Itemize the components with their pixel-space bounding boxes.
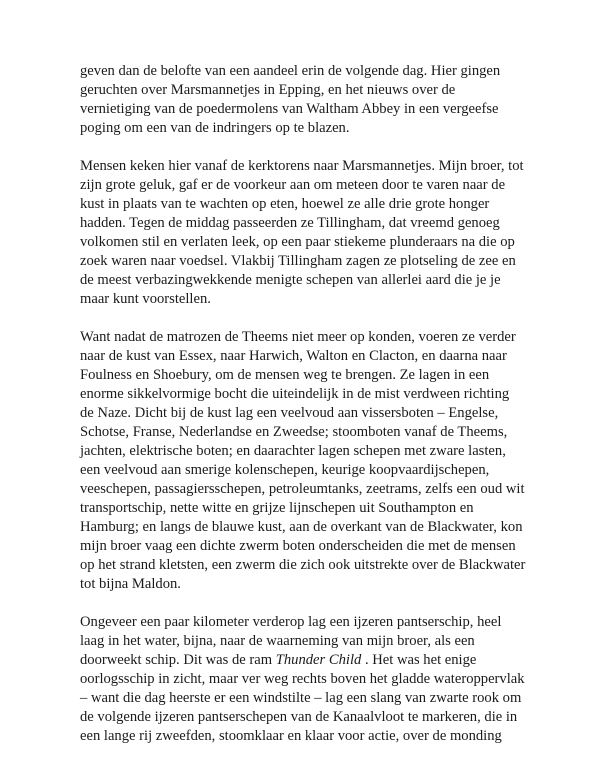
document-page — [80, 62, 542, 765]
text-line: – want die dag heerste er een windstilte – lag een slang van zwarte rook om — [80, 690, 522, 706]
text-line: veeschepen, passagiersschepen, petroleumtanks, zeetrams, zelfs een oud wit — [80, 481, 525, 497]
text-line: een veelvoud aan smerige kolenschepen, keurige koopvaardijschepen, — [80, 462, 490, 478]
text-segment: . Het was het enige — [361, 652, 477, 668]
text-line: vernietiging van de poedermolens van Waltham Abbey in een vergeefse — [80, 101, 499, 117]
text-line: jachten, elektrische boten; en daarachter lagen schepen met zware lasten, — [80, 443, 506, 459]
text-line: tot bijna Maldon. — [80, 576, 181, 592]
text-line: Ongeveer een paar kilometer verderop lag een ijzeren pantserschip, heel — [80, 614, 502, 630]
text-line: poging om een van de indringers op te blazen. — [80, 120, 350, 136]
text-line: zijn grote geluk, gaf er de voorkeur aan om meteen door te varen naar de — [80, 177, 506, 193]
text-line: volkomen stil en verlaten leek, op een paar stiekeme plunderaars na die op — [80, 234, 515, 250]
text-line: zoek waren naar voedsel. Vlakbij Tillingham zagen ze plotseling de zee en — [80, 253, 516, 269]
text-line: oorlogsschip in zicht, maar ver weg rechts boven het gladde wateroppervlak — [80, 671, 525, 687]
paragraph-2 — [80, 157, 542, 309]
ship-name: Thunder Child — [275, 652, 362, 668]
text-line: enorme sikkelvormige bocht die uiteindelijk in de mist verdween richting — [80, 386, 510, 402]
text-line: laag in het water, bijna, naar de waarneming van mijn broer, als een — [80, 633, 475, 649]
text-line: Want nadat de matrozen de Theems niet meer op konden, voeren ze verder — [80, 329, 516, 345]
paragraph-4 — [80, 613, 542, 746]
text-line: naar de kust van Essex, naar Harwich, Walton en Clacton, en daarna naar — [80, 348, 507, 364]
text-line: op het strand kletsten, een zwerm die zich ook uitstrekte over de Blackwater — [80, 557, 526, 573]
text-line: maar kunt voorstellen. — [80, 291, 211, 307]
text-line-with-ship-name — [80, 651, 542, 670]
text-line: de meest verbazingwekkende menigte schepen van allerlei aard die je je — [80, 272, 501, 288]
text-line: de Naze. Dicht bij de kust lag een veelvoud aan vissersboten – Engelse, — [80, 405, 499, 421]
text-line: de volgende ijzeren pantserschepen van de Kanaalvloot te markeren, die in — [80, 709, 518, 725]
text-line: transportschip, nette witte en grijze lijnschepen uit Southampton en — [80, 500, 474, 516]
text-line: hadden. Tegen de middag passeerden ze Tillingham, dat vreemd genoeg — [80, 215, 500, 231]
text-line: Hamburg; en langs de blauwe kust, aan de overkant van de Blackwater, kon — [80, 519, 523, 535]
text-line: Schotse, Franse, Nederlandse en Zweedse; stoomboten vanaf de Theems, — [80, 424, 508, 440]
text-line: geven dan de belofte van een aandeel erin de volgende dag. Hier gingen — [80, 63, 501, 79]
text-line: mijn broer vaag een dichte zwerm boten onderscheiden die met de mensen — [80, 538, 516, 554]
text-segment: doorweekt schip. Dit was de ram — [80, 652, 276, 668]
text-line: een lange rij zweefden, stoomklaar en klaar voor actie, over de monding — [80, 728, 502, 744]
text-line: Foulness en Shoebury, om de mensen weg te brengen. Ze lagen in een — [80, 367, 490, 383]
paragraph-1 — [80, 62, 542, 138]
text-line: Mensen keken hier vanaf de kerktorens naar Marsmannetjes. Mijn broer, tot — [80, 158, 524, 174]
text-line: geruchten over Marsmannetjes in Epping, en het nieuws over de — [80, 82, 456, 98]
paragraph-3 — [80, 328, 542, 594]
text-line: kust in plaats van te wachten op eten, hoewel ze alle drie grote honger — [80, 196, 490, 212]
